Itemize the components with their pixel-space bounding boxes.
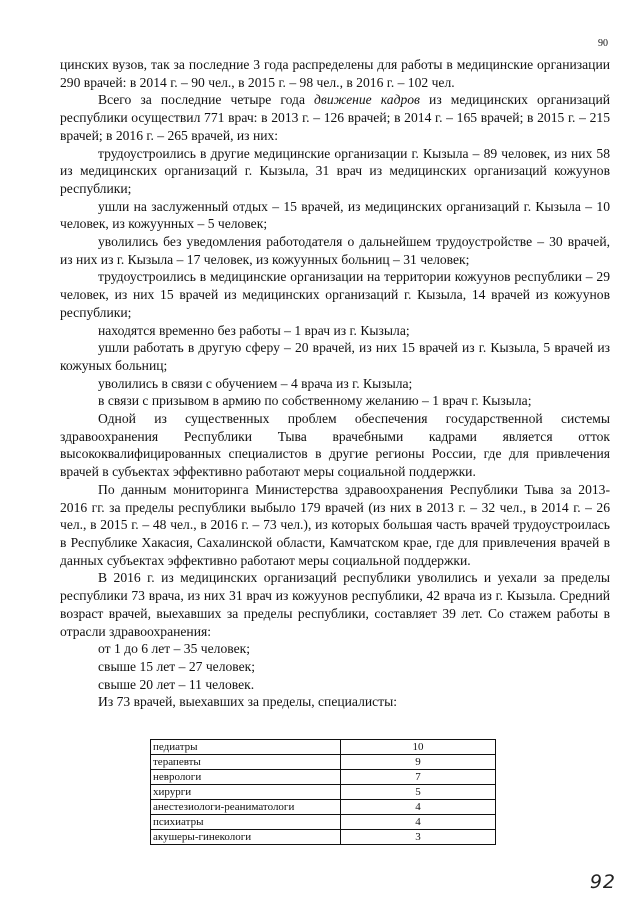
paragraph-16: свыше 20 лет – 11 человек. — [98, 676, 255, 692]
specialty-cell: терапевты — [151, 755, 341, 770]
specialty-cell: акушеры-гинекологи — [151, 830, 341, 845]
specialists-table — [150, 739, 496, 845]
table-row — [151, 785, 496, 800]
count-cell: 7 — [341, 770, 496, 785]
table-row — [151, 770, 496, 785]
table-row — [151, 830, 496, 845]
page-number: 90 — [598, 38, 608, 49]
count-cell: 4 — [341, 815, 496, 830]
table-row — [151, 800, 496, 815]
paragraph-15: свыше 15 лет – 27 человек; — [98, 658, 256, 674]
count-cell: 4 — [341, 800, 496, 815]
specialty-cell: анестезиологи-реаниматологи — [151, 800, 341, 815]
paragraph-13: В 2016 г. из медицинских организаций республики уволились и уехали за пределы республики 73 врача, из них 31 врач из кожуунов республики, 42 врача из г. Кызыла. Средний возраст врачей, выехавших за пределы республики, составляет 39 лет. Со стажем работы в отрасли здравоохранения: — [60, 570, 610, 639]
count-cell: 10 — [341, 740, 496, 755]
paragraph-2: Всего за последние четыре года движение кадров из медицинских организаций республики осуществил 771 врач: в 2013 г. – 126 врачей; в 2014 г. – 165 врачей; в 2015 г. – 215 врачей; в 2016 г. – 265 врачей, из них: — [60, 92, 610, 143]
paragraph-1: цинских вузов, так за последние 3 года распределены для работы в медицинские организации 290 врачей: в 2014 г. – 90 чел., в 2015 г. – 98 чел., в 2016 г. – 102 чел. — [60, 57, 610, 90]
table-row — [151, 755, 496, 770]
paragraph-7: находятся временно без работы – 1 врач из г. Кызыла; — [98, 322, 410, 338]
paragraph-17: Из 73 врачей, выехавших за пределы, специалисты: — [98, 694, 398, 710]
table-row — [151, 740, 496, 755]
count-cell: 5 — [341, 785, 496, 800]
paragraph-6: трудоустроились в медицинские организации на территории кожуунов республики – 29 человек, из них 15 врачей из медицинских организаций г. Кызыла, 14 врачей из кожуунов республики; — [60, 269, 610, 320]
table-row — [151, 815, 496, 830]
paragraph-12: По данным мониторинга Министерства здравоохранения Республики Тыва за 2013-2016 гг. за пределы республики выбыло 179 врачей (из них в 2013 г. – 32 чел., в 2014 г. – 26 чел., в 2015 г. – 48 чел., в 2016 г. – 73 чел.), из которых большая часть врачей трудоустроилась в Республике Хакасия, Сахалинской области, Камчатском крае, где для привлечения врачей в данных субъектах эффективно работают меры социальной поддержки. — [60, 481, 610, 568]
paragraph-5: уволились без уведомления работодателя о дальнейшем трудоустройстве – 30 врачей, из них из г. Кызыла – 17 человек, из кожуунных больниц – 31 человек; — [60, 234, 610, 267]
specialty-cell: хирурги — [151, 785, 341, 800]
paragraph-8: ушли работать в другую сферу – 20 врачей, из них 15 врачей из г. Кызыла, 5 врачей из кожуных больниц; — [60, 340, 610, 373]
paragraph-3: трудоустроились в другие медицинские организации г. Кызыла – 89 человек, из них 58 из медицинских организаций г. Кызыла, 31 врач из медицинских организаций кожуунов республики; — [60, 145, 610, 196]
handwritten-page-number: 92 — [589, 871, 616, 893]
paragraph-11: Одной из существенных проблем обеспечения государственной системы здравоохранения Республики Тыва врачебными кадрами является отток высококвалифицированных специалистов в другие регионы России, где для привлечения врачей в субъектах эффективно работают меры социальной поддержки. — [60, 411, 610, 480]
paragraph-10: в связи с призывом в армию по собственному желанию – 1 врач г. Кызыла; — [98, 393, 532, 409]
document-body — [60, 56, 610, 711]
count-cell: 3 — [341, 830, 496, 845]
specialty-cell: неврологи — [151, 770, 341, 785]
paragraph-4: ушли на заслуженный отдых – 15 врачей, из медицинских организаций г. Кызыла – 10 человек, из кожуунных – 5 человек; — [60, 198, 610, 232]
specialty-cell: педиатры — [151, 740, 341, 755]
paragraph-14: от 1 до 6 лет – 35 человек; — [98, 641, 251, 657]
specialty-cell: психиатры — [151, 815, 341, 830]
count-cell: 9 — [341, 755, 496, 770]
paragraph-9: уволились в связи с обучением – 4 врача из г. Кызыла; — [98, 375, 413, 391]
